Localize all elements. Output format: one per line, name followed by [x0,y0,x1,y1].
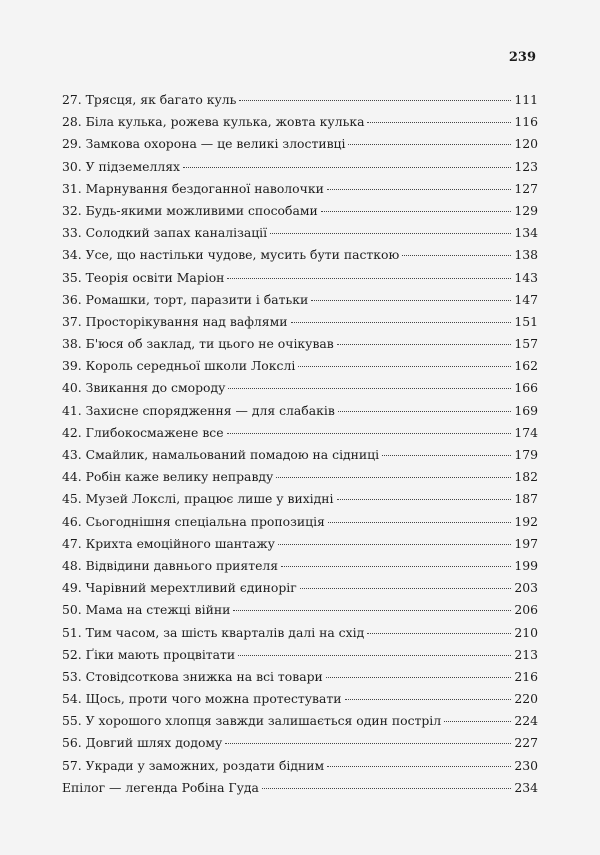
toc-entry-title: 39. Король середньої школи Локслі [62,358,296,374]
toc-leader-dots [402,255,511,256]
toc-entry-title: 34. Усе, що настільки чудове, мусить бути пасткою [62,247,400,263]
toc-entry [62,647,538,669]
toc-entry-page: 197 [514,535,538,551]
toc-entry [62,691,538,713]
toc-entry-page: 157 [514,336,538,352]
toc-entry [62,181,538,203]
toc-entry-title: 55. У хорошого хлопця завжди залишається один постріл [62,713,442,729]
toc-entry [62,247,538,269]
toc-leader-dots [337,499,512,500]
toc-leader-dots [338,411,512,412]
toc-leader-dots [227,433,512,434]
toc-entry-page: 174 [514,424,538,440]
toc-entry [62,358,538,380]
toc-entry [62,514,538,536]
toc-entry [62,314,538,336]
toc-entry-title: 33. Солодкий запах каналізації [62,225,268,241]
toc-leader-dots [345,699,512,700]
toc-leader-dots [238,655,511,656]
toc-leader-dots [262,788,511,789]
toc-entry [62,159,538,181]
toc-entry-page: 182 [514,469,538,485]
toc-entry-title: 50. Мама на стежці війни [62,602,231,618]
toc-entry-page: 210 [514,624,538,640]
toc-entry-title: 41. Захисне спорядження — для слабаків [62,402,335,418]
toc-entry [62,270,538,292]
toc-leader-dots [311,300,511,301]
toc-entry-page: 203 [514,580,538,596]
toc-entry-title: Епілог — легенда Робіна Гуда [62,779,259,795]
toc-entry-page: 151 [514,313,538,329]
toc-entry [62,136,538,158]
toc-entry-page: 206 [514,602,538,618]
toc-leader-dots [183,167,511,168]
toc-entry [62,425,538,447]
toc-entry [62,92,538,114]
toc-entry-title: 43. Смайлик, намальований помадою на сідниці [62,447,380,462]
toc-leader-dots [278,544,511,545]
toc-entry-page: 147 [514,291,538,307]
table-of-contents [62,92,538,802]
toc-entry-page: 138 [514,247,538,263]
toc-entry-page: 123 [514,158,538,174]
toc-entry [62,380,538,402]
toc-leader-dots [239,100,511,101]
toc-entry-page: 220 [514,691,538,707]
toc-entry-title: 32. Будь-якими можливими способами [62,202,318,218]
toc-entry-title: 45. Музей Локслі, працює лише у вихідні [62,491,334,507]
toc-entry-page: 179 [514,447,538,462]
toc-entry-title: 31. Марнування бездоганної наволочки [62,180,324,196]
toc-leader-dots [328,522,511,523]
toc-entry-title: 49. Чарівний мерехтливий єдиноріг [62,580,297,596]
toc-entry-title: 48. Відвідини давнього приятеля [62,557,279,573]
toc-entry-page: 162 [514,358,538,374]
page-number: 239 [508,50,536,65]
toc-entry-page: 227 [514,735,538,751]
toc-entry-title: 52. Ґіки мають процвітати [62,646,236,662]
toc-leader-dots [337,344,512,345]
toc-entry-page: 169 [514,402,538,418]
toc-leader-dots [270,233,511,234]
toc-entry [62,292,538,314]
toc-entry [62,780,538,802]
toc-leader-dots [281,566,511,567]
toc-leader-dots [367,633,511,634]
toc-entry-title: 46. Сьогоднішня спеціальна пропозиція [62,513,325,529]
toc-entry [62,558,538,580]
toc-leader-dots [298,366,511,367]
toc-entry [62,447,538,469]
toc-entry [62,713,538,735]
toc-entry [62,758,538,780]
toc-entry [62,536,538,558]
toc-entry [62,735,538,757]
toc-leader-dots [348,144,511,145]
toc-entry-title: 57. Укради у заможних, роздати бідним [62,757,325,773]
toc-entry-page: 234 [514,779,538,795]
toc-entry-title: 42. Глибокосмажене все [62,424,224,440]
toc-entry [62,669,538,691]
toc-leader-dots [291,322,512,323]
toc-entry-page: 129 [514,202,538,218]
toc-entry [62,225,538,247]
toc-leader-dots [444,721,511,722]
toc-entry-page: 216 [514,668,538,684]
toc-leader-dots [326,677,512,678]
toc-entry-title: 35. Теорія освіти Маріон [62,269,225,285]
toc-entry [62,491,538,513]
toc-leader-dots [327,189,512,190]
toc-entry [62,203,538,225]
toc-entry-page: 224 [514,713,538,729]
toc-entry-page: 230 [514,757,538,773]
toc-leader-dots [300,588,512,589]
toc-leader-dots [327,766,511,767]
toc-entry-title: 36. Ромашки, торт, паразити і батьки [62,291,309,307]
toc-leader-dots [227,278,511,279]
toc-entry-page: 192 [514,513,538,529]
toc-entry [62,336,538,358]
toc-leader-dots [321,211,512,212]
toc-entry [62,469,538,491]
toc-entry [62,580,538,602]
toc-entry-title: 47. Крихта емоційного шантажу [62,535,275,551]
toc-entry-title: 54. Щось, проти чого можна протестувати [62,691,342,707]
toc-entry-page: 187 [514,491,538,507]
toc-entry-page: 199 [514,557,538,573]
toc-entry-title: 37. Просторікування над вафлями [62,313,288,329]
toc-entry-title: 29. Замкова охорона — це великі злостивці [62,136,346,152]
toc-entry-page: 134 [514,225,538,241]
toc-entry-title: 56. Довгий шлях додому [62,735,223,751]
toc-leader-dots [233,610,511,611]
toc-entry [62,403,538,425]
toc-leader-dots [367,122,511,123]
toc-entry-page: 111 [514,92,538,107]
toc-entry-title: 53. Стовідсоткова знижка на всі товари [62,668,323,684]
toc-entry-page: 116 [514,114,538,130]
toc-entry-title: 30. У підземеллях [62,158,180,174]
toc-entry-title: 40. Звикання до смороду [62,380,226,396]
toc-leader-dots [382,455,511,456]
toc-entry-title: 51. Тим часом, за шість кварталів далі на схід [62,624,365,640]
toc-leader-dots [225,743,511,744]
toc-entry [62,602,538,624]
toc-entry-page: 127 [514,180,538,196]
toc-entry [62,114,538,136]
toc-entry-title: 44. Робін каже велику неправду [62,469,274,485]
toc-entry-title: 38. Б'юся об заклад, ти цього не очікував [62,336,334,352]
toc-entry-title: 28. Біла кулька, рожева кулька, жовта кулька [62,114,365,130]
toc-entry-page: 213 [514,646,538,662]
toc-entry-page: 143 [514,269,538,285]
toc-entry-page: 166 [514,380,538,396]
toc-entry [62,625,538,647]
toc-leader-dots [276,477,511,478]
toc-leader-dots [228,388,511,389]
toc-entry-title: 27. Трясця, як багато куль [62,92,237,107]
toc-entry-page: 120 [514,136,538,152]
